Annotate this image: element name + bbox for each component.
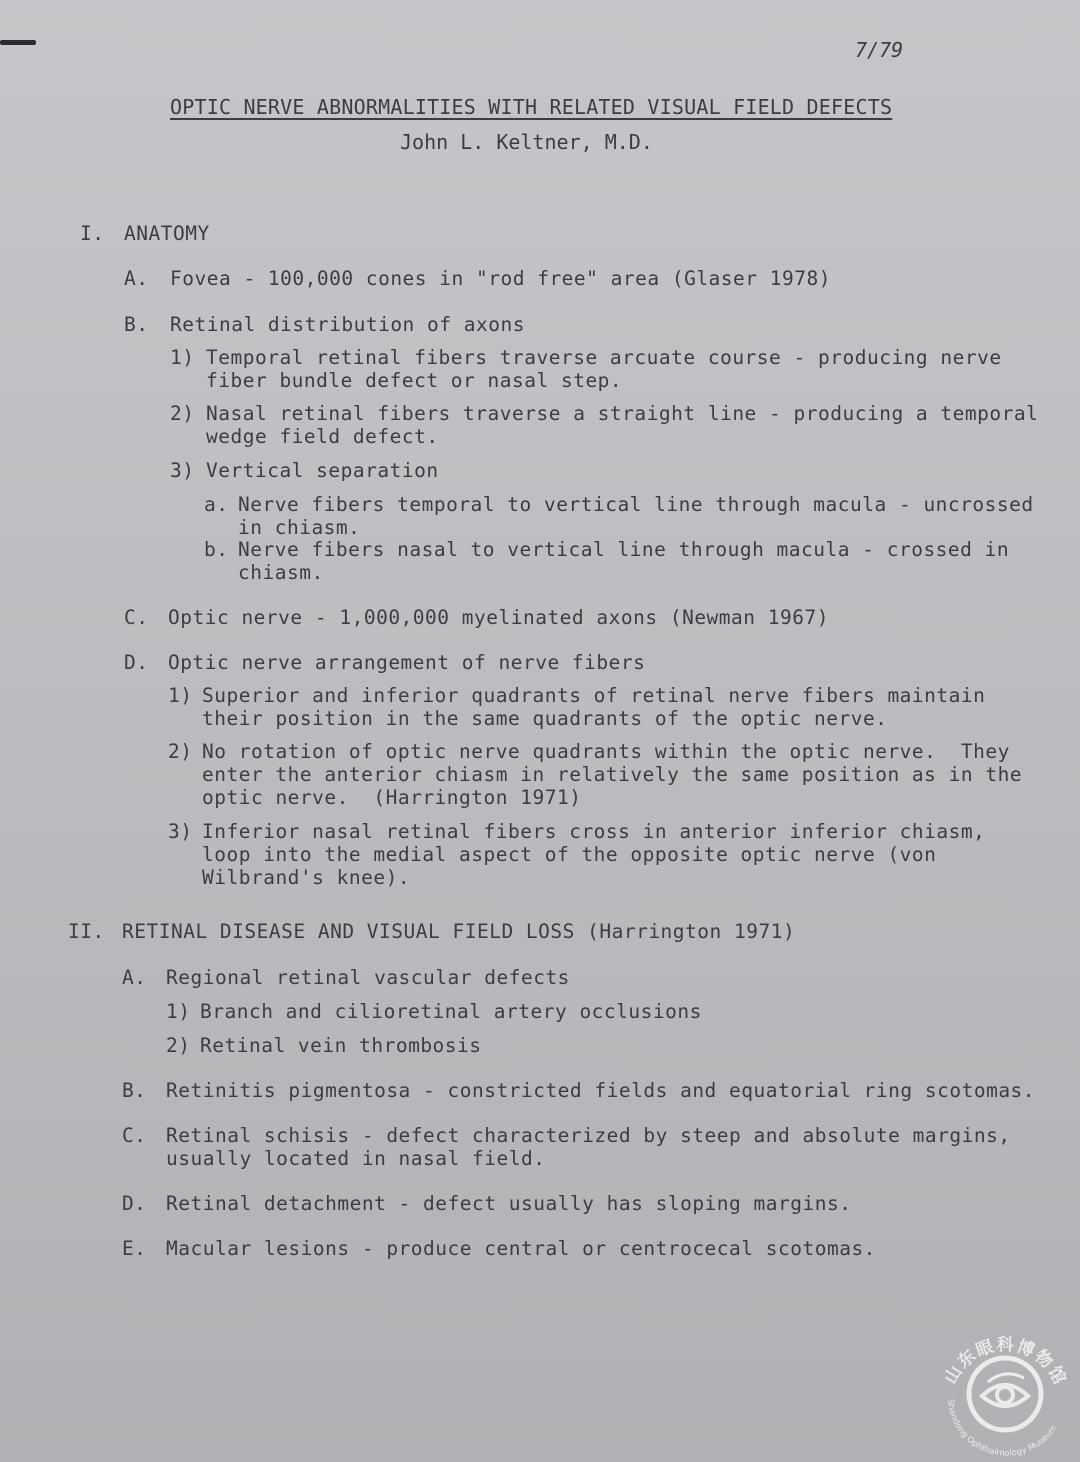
- eye-logo-icon: [982, 1374, 1028, 1406]
- item-1d2-line3: optic nerve. (Harrington 1971): [202, 786, 582, 809]
- item-1d2-label: 2): [168, 740, 193, 763]
- item-1c-text: Optic nerve - 1,000,000 myelinated axons (Newman 1967): [168, 606, 829, 629]
- item-1b3b-line1: Nerve fibers nasal to vertical line through macula - crossed in: [238, 538, 1010, 561]
- item-1b2-line2: wedge field defect.: [206, 425, 439, 448]
- item-1a-text: Fovea - 100,000 cones in "rod free" area (Glaser 1978): [170, 267, 831, 290]
- section-1-heading: ANATOMY: [124, 222, 210, 245]
- item-1b1-line1: Temporal retinal fibers traverse arcuate course - producing nerve: [206, 346, 1002, 369]
- document-author: John L. Keltner, M.D.: [400, 130, 653, 154]
- item-2c-label: C.: [122, 1124, 147, 1147]
- item-2d-label: D.: [122, 1192, 147, 1215]
- item-1d3-line1: Inferior nasal retinal fibers cross in anterior inferior chiasm,: [202, 820, 986, 843]
- item-1b3-text: Vertical separation: [206, 459, 439, 482]
- item-2e-label: E.: [122, 1237, 147, 1260]
- item-1b3b-label: b.: [204, 538, 229, 561]
- svg-text:山东眼科博物馆: [941, 1334, 1071, 1389]
- item-2b-text: Retinitis pigmentosa - constricted fields and equatorial ring scotomas.: [166, 1079, 1036, 1102]
- item-1d1-line1: Superior and inferior quadrants of retinal nerve fibers maintain: [202, 684, 986, 707]
- item-2a-text: Regional retinal vascular defects: [166, 966, 570, 989]
- item-2a1-text: Branch and cilioretinal artery occlusions: [200, 1000, 702, 1023]
- item-1b2-label: 2): [170, 402, 195, 425]
- item-1d2-line1: No rotation of optic nerve quadrants within the optic nerve. They: [202, 740, 1010, 763]
- item-1b3a-line2: in chiasm.: [238, 516, 361, 539]
- page-edge-mark: [0, 40, 36, 45]
- section-1-label: I.: [80, 222, 105, 245]
- item-1b1-line2: fiber bundle defect or nasal step.: [206, 369, 623, 392]
- item-1d1-label: 1): [168, 684, 193, 707]
- watermark-en-text: Shandong Ophthalmology Museum: [944, 1398, 1060, 1459]
- item-1b-text: Retinal distribution of axons: [170, 313, 525, 336]
- item-2a2-label: 2): [166, 1034, 191, 1057]
- section-2-label: II.: [68, 920, 105, 943]
- item-1c-label: C.: [124, 606, 149, 629]
- museum-watermark: [930, 1312, 1080, 1462]
- item-2e-text: Macular lesions - produce central or centrocecal scotomas.: [166, 1237, 876, 1260]
- item-1b-label: B.: [124, 313, 149, 336]
- item-2a-label: A.: [122, 966, 147, 989]
- item-1b2-line1: Nasal retinal fibers traverse a straight line - producing a temporal: [206, 402, 1039, 425]
- item-1d-label: D.: [124, 651, 149, 674]
- document-title: OPTIC NERVE ABNORMALITIES WITH RELATED VISUAL FIELD DEFECTS: [170, 95, 893, 119]
- item-1b3a-label: a.: [204, 493, 229, 516]
- page-number: 7/79: [855, 38, 904, 62]
- watermark-cn-text: 山东眼科博物馆: [940, 1335, 1071, 1390]
- item-1b3b-line2: chiasm.: [238, 561, 324, 584]
- item-1d3-line3: Wilbrand's knee).: [202, 866, 411, 889]
- item-1d1-line2: their position in the same quadrants of the optic nerve.: [202, 707, 888, 730]
- item-2c-line1: Retinal schisis - defect characterized by steep and absolute margins,: [166, 1124, 1011, 1147]
- item-2c-line2: usually located in nasal field.: [166, 1147, 546, 1170]
- item-2a1-label: 1): [166, 1000, 191, 1023]
- item-1b1-label: 1): [170, 346, 195, 369]
- item-2a2-text: Retinal vein thrombosis: [200, 1034, 482, 1057]
- item-1d2-line2: enter the anterior chiasm in relatively the same position as in the: [202, 763, 1023, 786]
- item-2b-label: B.: [122, 1079, 147, 1102]
- item-1d3-line2: loop into the medial aspect of the opposite optic nerve (von: [202, 843, 937, 866]
- item-1a-label: A.: [124, 267, 149, 290]
- item-1b3a-line1: Nerve fibers temporal to vertical line through macula - uncrossed: [238, 493, 1034, 516]
- section-2-heading: RETINAL DISEASE AND VISUAL FIELD LOSS (Harrington 1971): [122, 920, 796, 943]
- item-2d-text: Retinal detachment - defect usually has sloping margins.: [166, 1192, 852, 1215]
- item-1d3-label: 3): [168, 820, 193, 843]
- item-1b3-label: 3): [170, 459, 195, 482]
- item-1d-text: Optic nerve arrangement of nerve fibers: [168, 651, 646, 674]
